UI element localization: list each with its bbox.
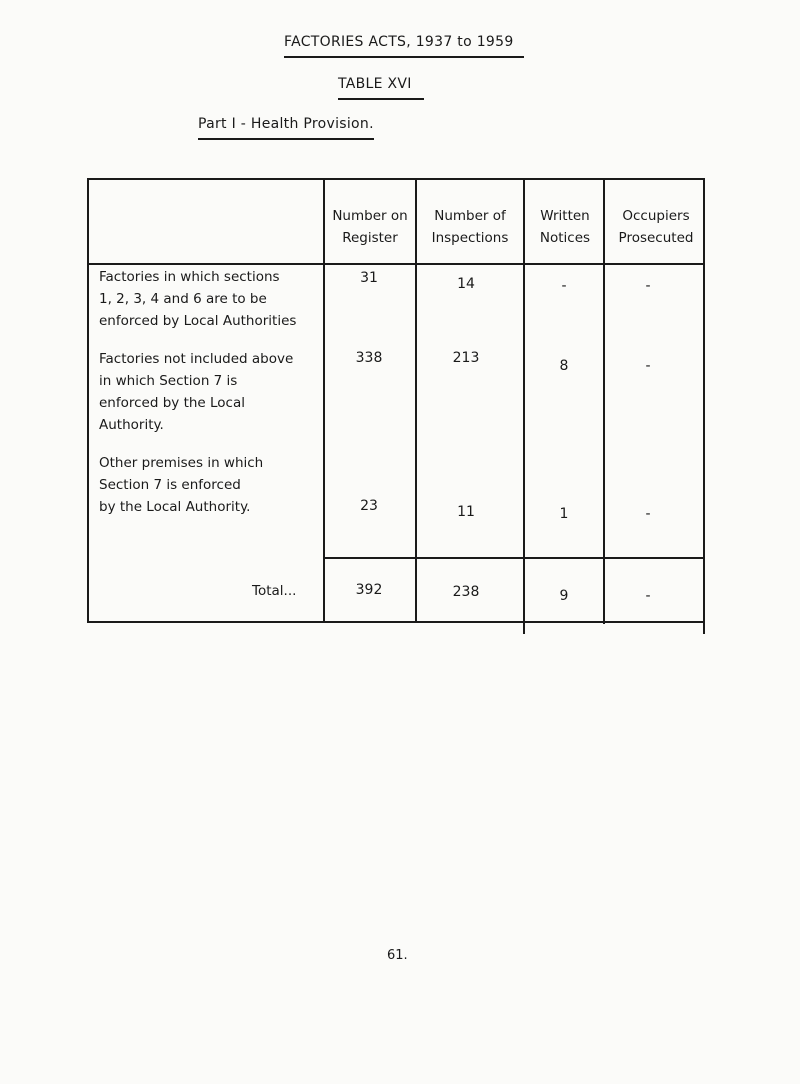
total-prosecuted: - bbox=[645, 588, 651, 604]
value-prosecuted: - bbox=[645, 358, 651, 374]
col-header-number-on-register: Number on Register bbox=[332, 208, 408, 246]
act-title-underline bbox=[284, 56, 524, 58]
value-inspections: 213 bbox=[452, 350, 480, 366]
value-register: 23 bbox=[360, 498, 378, 514]
value-prosecuted: - bbox=[645, 506, 651, 522]
total-inspections: 238 bbox=[452, 584, 480, 600]
part-title-underline bbox=[198, 138, 374, 140]
row-label: Other premises in which Section 7 is enforced by the Local Authority. bbox=[99, 455, 264, 515]
value-notices: 8 bbox=[559, 358, 569, 374]
value-register: 31 bbox=[360, 270, 378, 286]
col-header-occupiers-prosecuted: Occupiers Prosecuted bbox=[618, 208, 694, 246]
value-notices: - bbox=[561, 278, 567, 294]
total-notices: 9 bbox=[559, 588, 569, 604]
total-register: 392 bbox=[355, 582, 383, 598]
table-bottom-border bbox=[87, 621, 705, 623]
page-number: 61. bbox=[387, 948, 408, 963]
column-divider-3 bbox=[523, 178, 525, 634]
table-title: TABLE XVI bbox=[338, 76, 412, 92]
value-prosecuted: - bbox=[645, 278, 651, 294]
row-label: Factories in which sections 1, 2, 3, 4 and 6 are to be enforced by Local Authorities bbox=[99, 269, 297, 329]
value-notices: 1 bbox=[559, 506, 569, 522]
col-header-number-of-inspections: Number of Inspections bbox=[431, 208, 509, 246]
table-title-underline bbox=[338, 98, 424, 100]
part-title: Part I - Health Provision. bbox=[198, 116, 374, 132]
table-left-border bbox=[87, 178, 89, 622]
header-divider bbox=[87, 263, 705, 265]
col-header-written-notices: Written Notices bbox=[539, 208, 591, 246]
value-inspections: 14 bbox=[457, 276, 475, 292]
value-register: 338 bbox=[355, 350, 383, 366]
act-title: FACTORIES ACTS, 1937 to 1959 bbox=[284, 34, 514, 50]
row-label: Factories not included above in which Section 7 is enforced by the Local Authority. bbox=[99, 351, 294, 433]
table-top-border bbox=[87, 178, 705, 180]
column-divider-2 bbox=[415, 178, 417, 622]
value-inspections: 11 bbox=[457, 504, 475, 520]
column-divider-1 bbox=[323, 178, 325, 622]
total-label: Total... bbox=[252, 583, 297, 599]
total-divider bbox=[323, 557, 705, 559]
